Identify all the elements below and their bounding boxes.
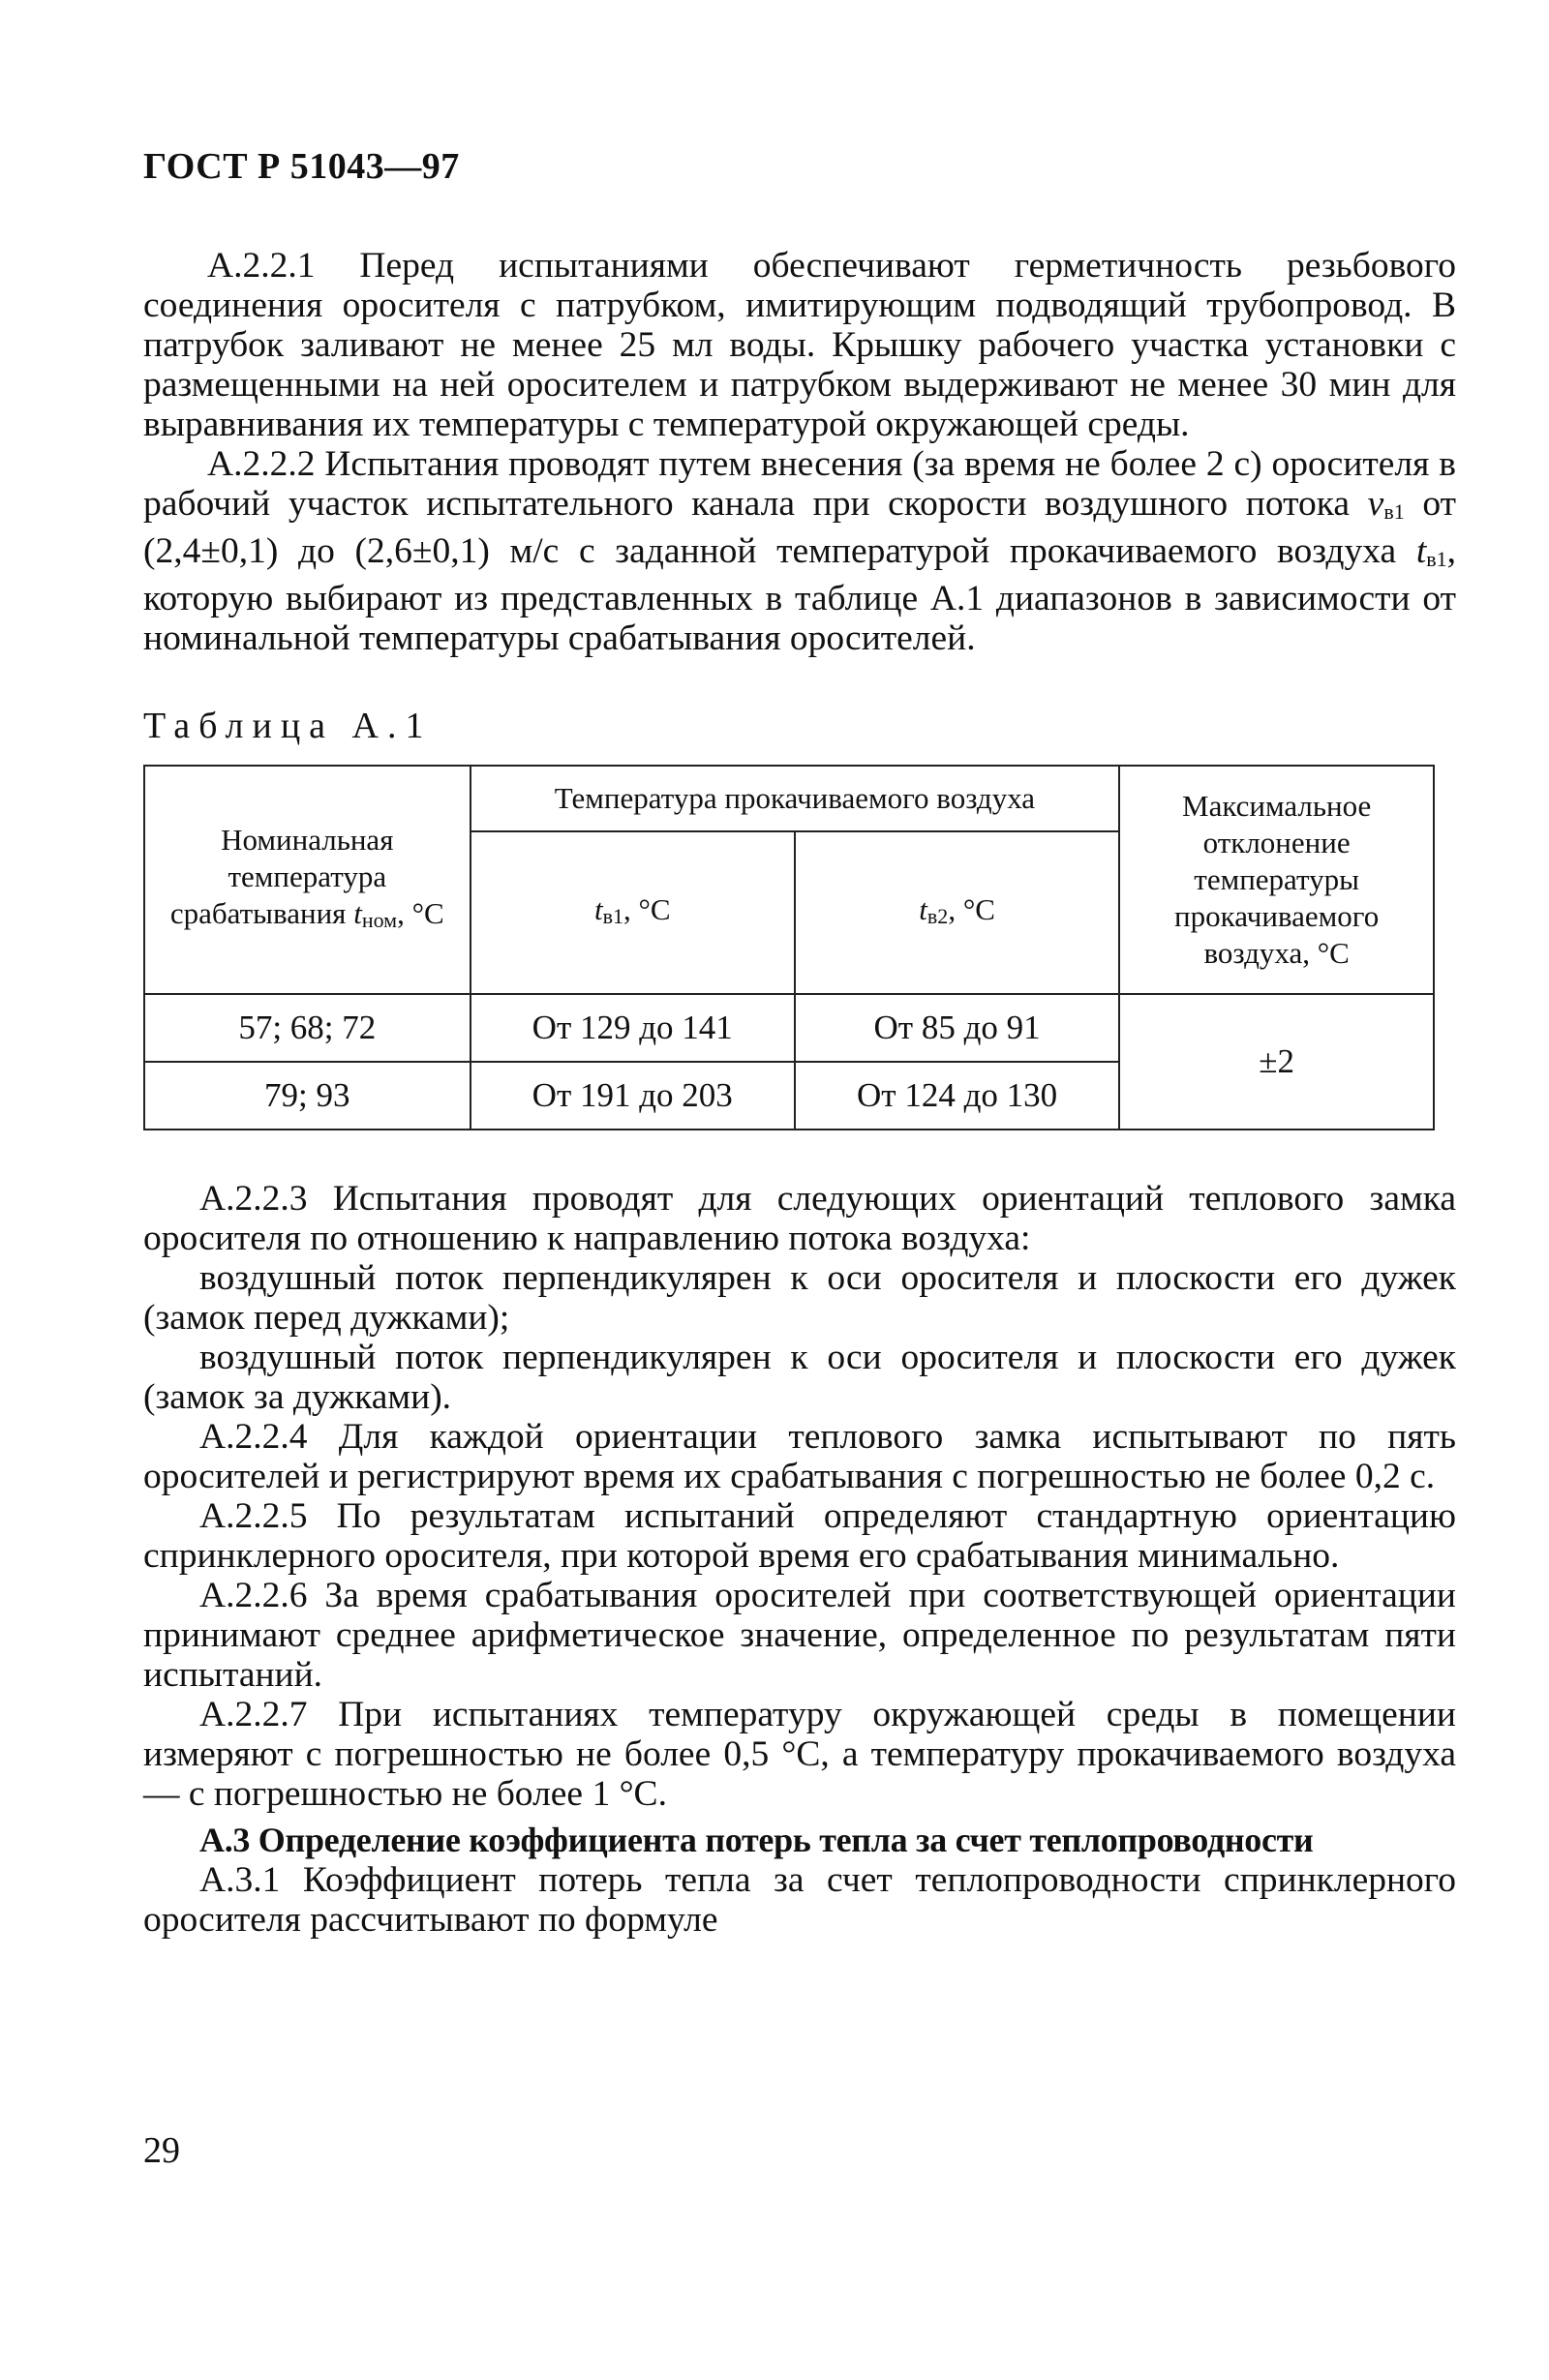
header-t2 xyxy=(795,831,1119,994)
document-page xyxy=(143,145,1456,1940)
section-heading-a3: А.3 Определение коэффициента потерь тепла за счет теплопроводности xyxy=(199,1821,1314,1859)
header-t2-subscript: в2 xyxy=(926,903,949,928)
page-number: 29 xyxy=(143,2130,180,2171)
document-header: ГОСТ Р 51043—97 xyxy=(143,146,460,187)
paragraph-a227: А.2.2.7 При испытаниях температуру окружающей среды в помещении измеряют с погрешностью не более 0,5 °С, а температуру прокачиваемого воздуха — с погрешностью не более 1 °С. xyxy=(143,1695,1456,1814)
header-t1-symbol: t xyxy=(593,891,603,926)
header-air-temperature: Температура прокачиваемого воздуха xyxy=(471,766,1120,831)
cell-t2: От 124 до 130 xyxy=(795,1062,1119,1130)
paragraph-a223: А.2.2.3 Испытания проводят для следующих ориентаций теплового замка оросителя по отношению к направлению потока воздуха: xyxy=(143,1179,1456,1258)
header-t2-symbol: t xyxy=(919,891,927,926)
velocity-subscript: в1 xyxy=(1383,499,1405,524)
header-t2-unit: , °С xyxy=(948,891,995,926)
header-nominal-temperature xyxy=(144,766,471,994)
header-t1 xyxy=(471,831,795,994)
paragraph-a222 xyxy=(143,444,1456,658)
cell-t1: От 129 до 141 xyxy=(471,994,795,1062)
header-t1-unit: , °С xyxy=(623,891,671,926)
header-t1-subscript: в1 xyxy=(602,903,623,928)
cell-max-deviation: ±2 xyxy=(1119,994,1434,1130)
temperature-symbol: t xyxy=(1415,531,1427,571)
header-nominal-unit: , °С xyxy=(397,895,444,930)
paragraph-a221: А.2.2.1 Перед испытаниями обеспечивают герметичность резьбового соединения оросителя с патрубком, имитирующим подводящий трубопровод. В патрубок заливают не менее 25 мл воды. Крышку рабочего участка установки с размещенными на ней оросителем и патрубком выдерживают не менее 30 мин для выравнивания их температуры с температурой окружающей среды. xyxy=(143,246,1456,444)
velocity-symbol: v xyxy=(1367,484,1384,524)
table-header-row xyxy=(144,766,1434,831)
table-row xyxy=(144,994,1434,1062)
header-nominal-symbol: t xyxy=(353,895,362,930)
cell-nominal: 79; 93 xyxy=(144,1062,471,1130)
paragraph-a223-option-2: воздушный поток перпендикулярен к оси оросителя и плоскости его дужек (замок за дужками). xyxy=(143,1338,1456,1417)
header-max-deviation: Максимальное отклонение температуры прокачиваемого воздуха, °С xyxy=(1119,766,1434,994)
paragraph-a222-text-c: , которую выбирают из представленных в таблице А.1 диапазонов в зависимости от номинальной температуры срабатывания оросителей. xyxy=(143,531,1456,658)
cell-t2: От 85 до 91 xyxy=(795,994,1119,1062)
paragraph-a222-text-b: от (2,4±0,1) до (2,6±0,1) м/с с заданной температурой прокачиваемого воздуха xyxy=(143,484,1456,571)
paragraph-a225: А.2.2.5 По результатам испытаний определяют стандартную ориентацию спринклерного оросителя, при которой время его срабатывания минимально. xyxy=(143,1496,1456,1576)
cell-t1: От 191 до 203 xyxy=(471,1062,795,1130)
temperature-table xyxy=(143,765,1435,1130)
paragraph-a226: А.2.2.6 За время срабатывания оросителей при соответствующей ориентации принимают среднее арифметическое значение, определенное по результатам пяти испытаний. xyxy=(143,1576,1456,1695)
temperature-subscript: в1 xyxy=(1426,547,1447,571)
header-nominal-text: Номинальная температура срабатывания xyxy=(169,822,394,930)
cell-nominal: 57; 68; 72 xyxy=(144,994,471,1062)
paragraph-a223-option-1: воздушный поток перпендикулярен к оси оросителя и плоскости его дужек (замок перед дужками); xyxy=(143,1258,1456,1338)
paragraph-a224: А.2.2.4 Для каждой ориентации теплового замка испытывают по пять оросителей и регистрируют время их срабатывания с погрешностью не более 0,2 с. xyxy=(143,1417,1456,1496)
paragraph-a222-text-a: А.2.2.2 Испытания проводят путем внесения (за время не более 2 с) оросителя в рабочий участок испытательного канала при скорости воздушного потока xyxy=(143,444,1456,524)
table-caption: Таблица А.1 xyxy=(143,706,433,746)
paragraph-a31: А.3.1 Коэффициент потерь тепла за счет теплопроводности спринклерного оросителя рассчитывают по формуле xyxy=(143,1860,1456,1940)
header-nominal-subscript: ном xyxy=(361,907,398,932)
